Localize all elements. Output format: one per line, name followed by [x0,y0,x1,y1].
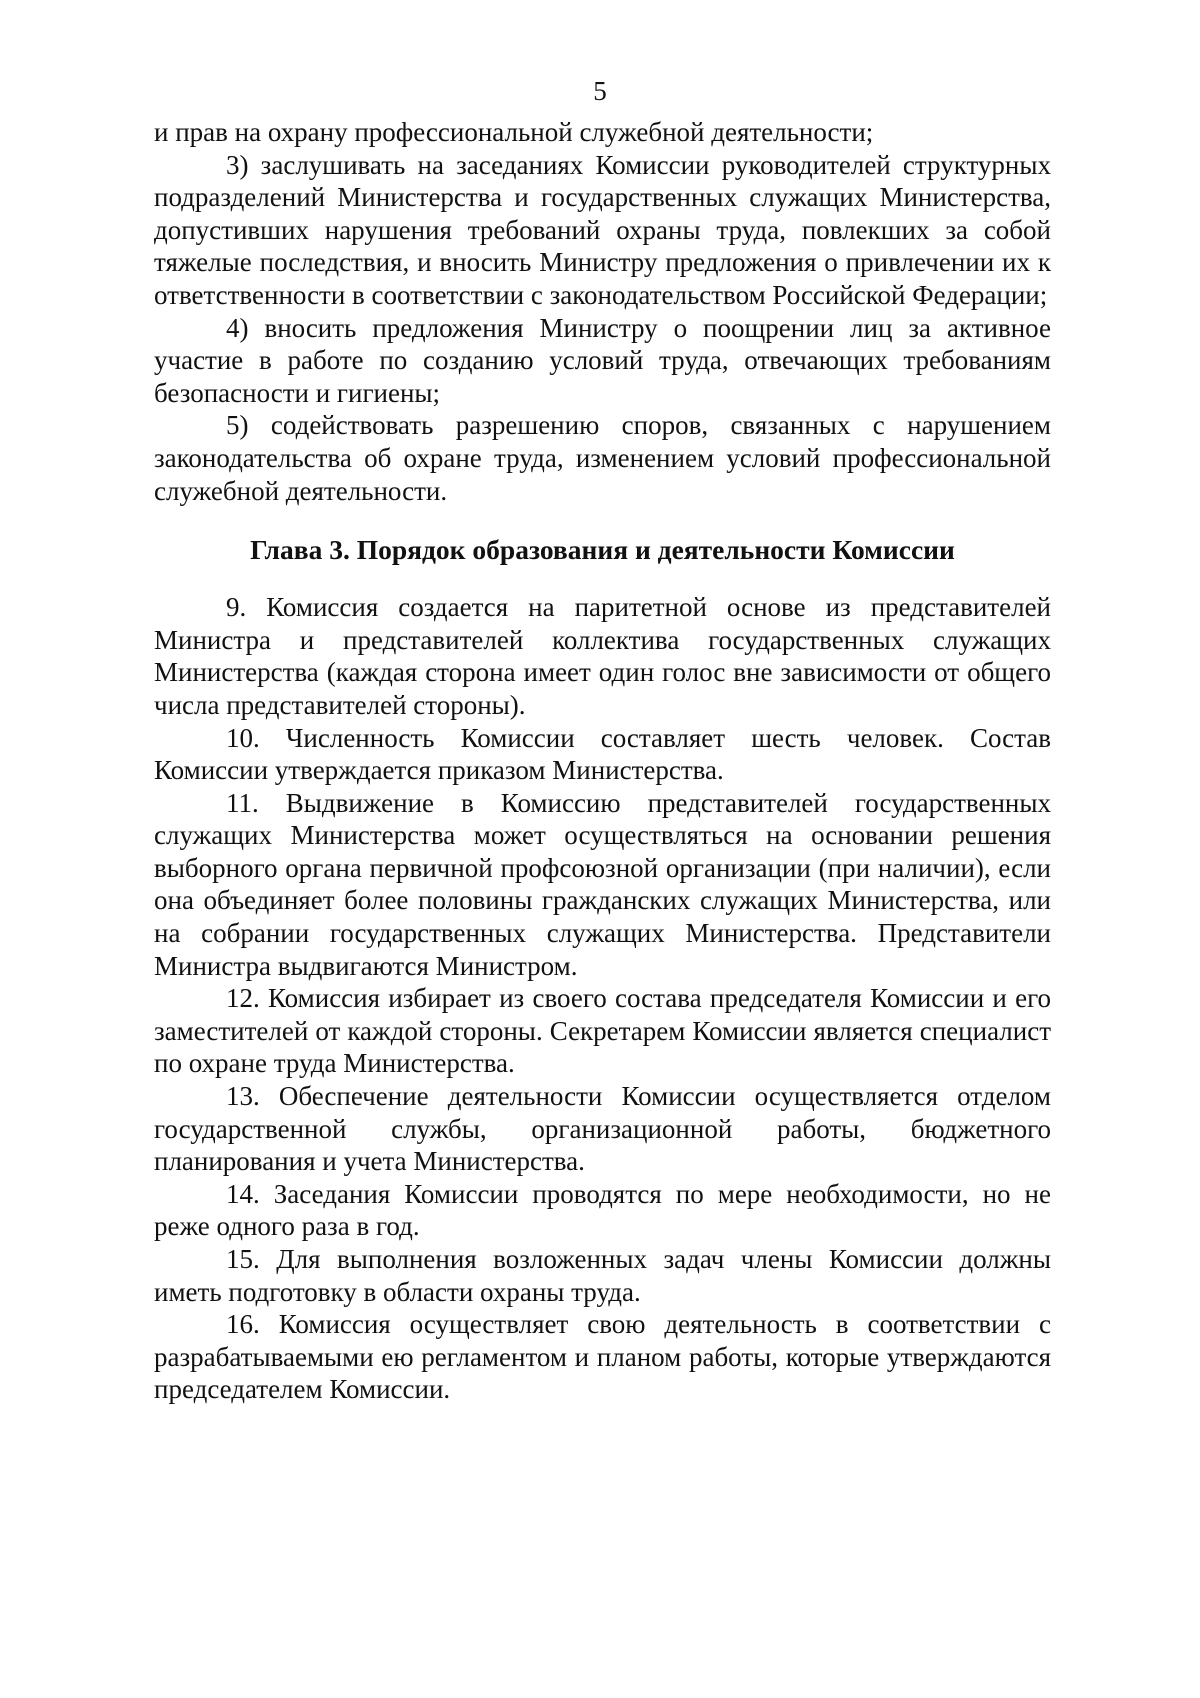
document-body [154,116,1051,1406]
paragraph-clause-14: 14. Заседания Комиссии проводятся по мере необходимости, но не реже одного раза в год. [154,1178,1051,1242]
paragraph-clause-9: 9. Комиссия создается на паритетной основе из представителей Министра и представителей коллектива государственных служащих Министерства (каждая сторона имеет один голос вне зависимости от общего числа представителей стороны). [154,592,1051,720]
paragraph-clause-12: 12. Комиссия избирает из своего состава председателя Комиссии и его заместителей от каждой стороны. Секретарем Комиссии является специалист по охране труда Министерства. [154,983,1051,1079]
paragraph-clause-16: 16. Комиссия осуществляет свою деятельность в соответствии с разрабатываемыми ею регламентом и планом работы, которые утверждаются председателем Комиссии. [154,1309,1051,1405]
paragraph-clause-13: 13. Обеспечение деятельности Комиссии осуществляется отделом государственной службы, организационной работы, бюджетного планирования и учета Министерства. [154,1081,1051,1177]
paragraph-item-5: 5) содействовать разрешению споров, связанных с нарушением законодательства об охране труда, изменением условий профессиональной служебной деятельности. [154,410,1051,506]
paragraph-continuation: и прав на охрану профессиональной служебной деятельности; [154,117,874,147]
paragraph-clause-10: 10. Численность Комиссии составляет шесть человек. Состав Комиссии утверждается приказом Министерства. [154,722,1051,786]
paragraph-clause-11: 11. Выдвижение в Комиссию представителей государственных служащих Министерства может осуществляться на основании решения выборного органа первичной профсоюзной организации (при наличии), если она объединяет более половины гражданских служащих Министерства, или на собрании государственных служащих Министерства. Представители Министра выдвигаются Министром. [154,787,1051,981]
page-number: 5 [593,76,607,106]
paragraph-item-3: 3) заслушивать на заседаниях Комиссии руководителей структурных подразделений Министерства и государственных служащих Министерства, допустивших нарушения требований охраны труда, повлекших за собой тяжелые последствия, и вносить Министру предложения о привлечении их к ответственности в соответствии с законодательством Российской Федерации; [154,149,1051,310]
chapter-heading: Глава 3. Порядок образования и деятельности Комиссии [250,534,955,566]
paragraph-clause-15: 15. Для выполнения возложенных задач члены Комиссии должны иметь подготовку в области охраны труда. [154,1244,1051,1307]
paragraph-item-4: 4) вносить предложения Министру о поощрении лиц за активное участие в работе по созданию условий труда, отвечающих требованиям безопасности и гигиены; [154,312,1051,408]
